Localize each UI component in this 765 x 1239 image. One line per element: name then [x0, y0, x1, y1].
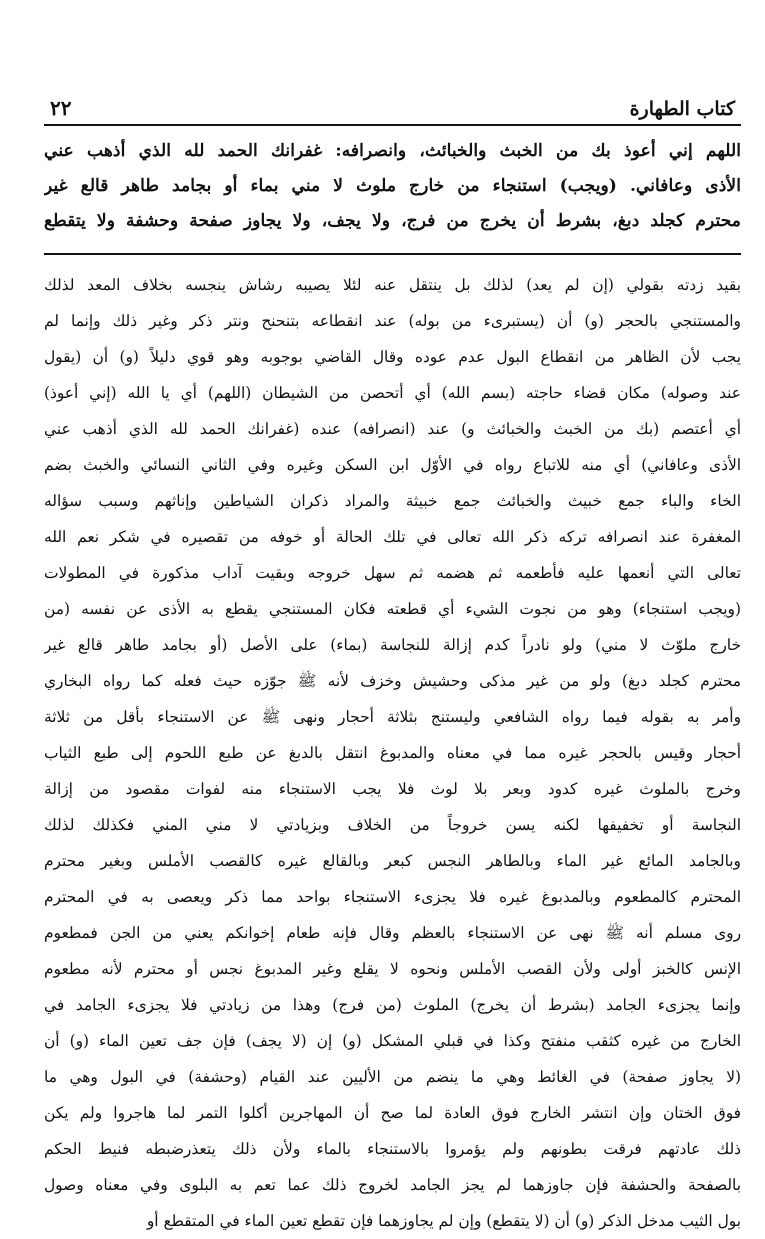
- commentary-line: الخارج من غيره كثقب منفتح وكذا في قبلي المشكل (و) إن (لا يجف) فإن جف تعين الماء (و) أن: [44, 1032, 741, 1050]
- commentary-line: ذلك عادتهم فرقت بطونهم ولم يؤمروا بالاستنجاء بالماء ولأن ذلك يتعذرضبطه فنيط الحكم: [44, 1140, 741, 1158]
- chapter-title: كتاب الطهارة: [629, 98, 735, 120]
- main-text: [44, 134, 741, 239]
- commentary-line: وخرج بالملوث غيره كدود وبعر بلا لوث فلا يجب الاستنجاء منه لفوات مقصود من إزالة: [44, 780, 741, 798]
- running-header: [44, 84, 741, 126]
- main-text-line: محترم كجلد دبغ، بشرط أن يخرج من فرج، ولا يجف، ولا يجاوز صفحة وحشفة ولا يتقطع: [44, 211, 741, 231]
- commentary-line: المغفرة عند انصرافه تركه ذكر الله تعالى في تلك الحالة أو خوفه من تقصيره في شكر نعم الله: [44, 528, 741, 546]
- commentary-line: وإنما يجزىء الجامد (بشرط أن يخرج) الملوث (من فرج) وهذا من زيادتي فلا يجزىء الجامد في: [44, 996, 741, 1014]
- separator-rule: [44, 253, 741, 255]
- commentary-line: النجاسة أو تخفيفها لكنه يسن خروجاً من الخلاف وبزيادتي لا مني المني فكذلك لذلك: [44, 816, 741, 834]
- commentary-line: الأذى وعافاني) أي منه للاتباع رواه في الأوّل ابن السكن وغيره وفي الثاني النسائي والخبث بضم: [44, 456, 741, 474]
- commentary-text: [44, 267, 741, 1239]
- commentary-line: بول الثيب مدخل الذكر (و) أن (لا يتقطع) وإن لم يجاوزهما فإن تقطع تعين الماء في المتقطع أو: [146, 1212, 741, 1230]
- commentary-line: يجب لأن الظاهر من انقطاع البول عدم عوده وقال القاضي بوجوبه وهو قوي دليلاً (و) أن (يقول: [44, 348, 741, 366]
- commentary-line: بالصفحة والحشفة فإن جاوزهما لم يجز الجامد لخروج ذلك عما تعم به البلوى وفي معناه وصول: [44, 1176, 741, 1194]
- commentary-line: والمستنجي بالحجر (و) أن (يستبرىء من بوله) عند انقطاعه بتنحنح ونتر ذكر وغير ذلك وإنما لم: [44, 312, 741, 330]
- commentary-line: أي أعتصم (بك من الخبث والخبائث و) عند (انصرافه) عنده (غفرانك الحمد لله الذي أذهب عني: [44, 420, 741, 438]
- commentary-line: روى مسلم أنه ﷺ نهى عن الاستنجاء بالعظم وقال فإنه طعام إخوانكم يعني من الجن فمطعوم: [44, 924, 741, 942]
- commentary-line: تعالى التي أنعمها عليه فأطعمه ثم هضمه ثم سهل خروجه وبقيت آداب مذكورة في المطولات: [44, 564, 741, 582]
- commentary-line: بقيد زدته بقولي (إن لم يعد) لذلك بل ينتقل عنه لئلا يصيبه رشاش ينجسه بخلاف المعد لذلك: [44, 276, 741, 294]
- main-text-line: اللهم إني أعوذ بك من الخبث والخبائث، وانصرافه: غفرانك الحمد لله الذي أذهب عني: [44, 141, 741, 161]
- commentary-line: أحجار وقيس بالحجر غيره مما في معناه والمدبوغ انتقل بالدبغ عن طبع اللحوم إلى طبع الثياب: [44, 744, 741, 762]
- commentary-line: وأمر به بقوله فيما رواه الشافعي وليستنج بثلاثة أحجار ونهى ﷺ عن الاستنجاء بأقل من ثلاثة: [44, 708, 741, 726]
- commentary-line: الإنس كالخبز أولى ولأن القصب الأملس ونحوه لا يقلع وغير المدبوغ نجس أو محترم لأنه مطعوم: [44, 960, 741, 978]
- commentary-line: خارج ملوّث لا مني) ولو نادراً كدم إزالة للنجاسة (بماء) على الأصل (أو بجامد طاهر قالع غير: [44, 636, 741, 654]
- main-text-line: الأذى وعافاني. (ويجب) استنجاء من خارج ملوث لا مني بماء أو بجامد طاهر قالع غير: [44, 176, 741, 196]
- commentary-line: فوق الختان وإن انتشر الخارج فوق العادة لما صح أن المهاجرين أكلوا التمر لما هاجروا ولم يكن: [44, 1104, 741, 1122]
- commentary-line: الخاء والباء جمع خبيث والخبائث جمع خبيثة والمراد ذكران الشياطين وإناثهم وسبب سؤاله: [44, 492, 741, 510]
- commentary-line: وبالجامد المائع غير الماء وبالطاهر النجس كبعر وبالقالع غيره كالقصب الأملس وبغير محترم: [44, 852, 741, 870]
- commentary-line: محترم كجلد دبغ) ولو من غير مذكى وحشيش وخزف لأنه ﷺ جوّزه حيث فعله كما رواه البخاري: [44, 672, 741, 690]
- commentary-line: (ويجب استنجاء) وهو من نجوت الشيء أي قطعته فكان المستنجي يقطع به الأذى عن نفسه (من: [44, 600, 741, 618]
- commentary-line: المحترم كالمطعوم وبالمدبوغ غيره فلا يجزىء الاستنجاء بواحد مما ذكر ويعصى به في المحترم: [44, 888, 741, 906]
- page-number: ٢٢: [50, 96, 72, 120]
- commentary-line: (لا يجاوز صفحة) في الغائط وهي ما ينضم من الأليين عند القيام (وحشفة) في البول وهي ما: [44, 1068, 741, 1086]
- commentary-line: عند وصوله) مكان قضاء حاجته (بسم الله) أي أتحصن من الشيطان (اللهم) أي يا الله (إني أعوذ): [44, 384, 741, 402]
